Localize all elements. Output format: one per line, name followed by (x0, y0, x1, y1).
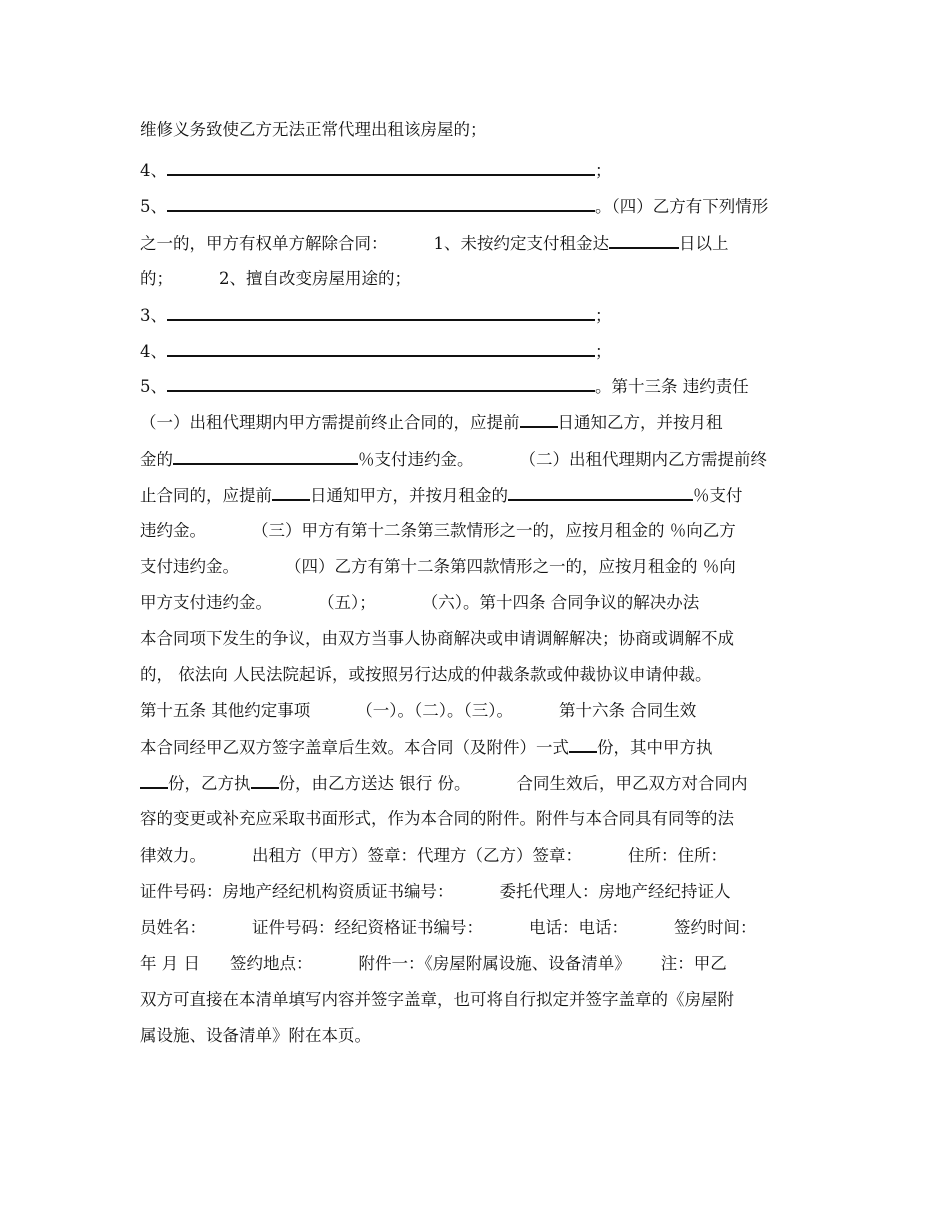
text-line (140, 116, 820, 144)
line-text: 止合同的，应提前 (140, 486, 272, 505)
line-text: （一）。（二）。（三）。 (356, 701, 513, 720)
text-line (140, 265, 820, 293)
line-text: 的， 依法向 人民法院起诉，或按照另行达成的仲裁条款或仲裁协议申请仲裁。 (140, 665, 712, 684)
line-text: 支付违约金。 (140, 557, 239, 576)
fill-in-blank[interactable] (140, 769, 168, 789)
text-line (140, 914, 820, 942)
text-line (140, 878, 820, 906)
fill-in-blank[interactable] (520, 408, 558, 428)
line-text: 2、擅自改变房屋用途的； (219, 269, 411, 288)
line-text: 。第十三条 违约责任 (595, 377, 749, 396)
line-text: ％支付 (693, 486, 743, 505)
line-text: 委托代理人：房地产经纪持证人 (499, 882, 731, 901)
fill-in-blank[interactable] (272, 481, 310, 501)
text-line (140, 445, 820, 473)
line-text: （三）甲方有第十二条第三款情形之一的，应按月租金的 ％向乙方 (252, 521, 736, 540)
line-text: ； (595, 342, 612, 361)
item-number: 5、 (140, 377, 167, 396)
text-line (140, 408, 820, 436)
text-line (140, 950, 820, 978)
line-text: 员姓名： (140, 918, 206, 937)
line-text: 第十六条 合同生效 (559, 701, 697, 720)
text-line (140, 372, 820, 400)
item-number: 4、 (140, 342, 167, 361)
line-text: 年 月 日 (140, 954, 200, 973)
fill-in-blank[interactable] (251, 769, 279, 789)
line-text: 证件号码：经纪资格证书编号： (252, 918, 483, 937)
line-text: 维修义务致使乙方无法正常代理出租该房屋的； (140, 120, 487, 139)
line-text: 附件一：《房屋附属设施、设备清单》 (358, 954, 631, 973)
text-line (140, 986, 820, 1014)
text-line (140, 517, 820, 545)
line-text: 律效力。 (140, 846, 206, 865)
text-line (140, 481, 820, 509)
fill-in-blank[interactable] (609, 229, 679, 249)
line-text: 证件号码：房地产经纪机构资质证书编号： (140, 882, 454, 901)
line-text: 违约金。 (140, 521, 206, 540)
text-line (140, 337, 820, 365)
fill-in-blank[interactable] (167, 156, 595, 176)
text-line (140, 156, 820, 184)
text-line (140, 842, 820, 870)
line-text: 出租方（甲方）签章：代理方（乙方）签章： (252, 846, 582, 865)
text-line (140, 805, 820, 833)
line-text: 签约地点： (230, 954, 313, 973)
line-text: 份，其中甲方执 (597, 738, 713, 757)
fill-in-blank[interactable] (167, 372, 595, 392)
line-text: 日通知甲方，并按月租金的 (310, 486, 508, 505)
line-text: 日以上 (679, 234, 729, 253)
fill-in-blank[interactable] (173, 445, 358, 465)
line-text: 容的变更或补充应采取书面形式，作为本合同的附件。附件与本合同具有同等的法 (140, 809, 734, 828)
line-text: 日通知乙方，并按月租 (557, 413, 723, 432)
line-text: 电话：电话： (529, 918, 628, 937)
line-text: 之一的，甲方有权单方解除合同： (140, 234, 388, 253)
line-text: 甲方支付违约金。 (140, 593, 272, 612)
line-text: 份，乙方执 (168, 774, 251, 793)
line-text: （四）乙方有第十二条第四款情形之一的，应按月租金的 ％向 (285, 557, 736, 576)
text-line (140, 589, 820, 617)
line-text: 的； (140, 269, 173, 288)
line-text: ％支付违约金。 (358, 450, 474, 469)
line-text: （一）出租代理期内甲方需提前终止合同的，应提前 (140, 413, 520, 432)
item-number: 5、 (140, 197, 167, 216)
text-line (140, 733, 820, 761)
line-text: 住所：住所： (628, 846, 727, 865)
text-line (140, 697, 820, 725)
text-line (140, 625, 820, 653)
line-text: 签约时间： (674, 918, 757, 937)
fill-in-blank[interactable] (167, 301, 595, 321)
line-text: 。（四）乙方有下列情形 (595, 197, 769, 216)
item-number: 3、 (140, 306, 167, 325)
line-text: 金的 (140, 450, 173, 469)
fill-in-blank[interactable] (167, 192, 595, 212)
fill-in-blank[interactable] (508, 481, 693, 501)
line-text: 属设施、设备清单》附在本页。 (140, 1026, 371, 1045)
text-line (140, 769, 820, 797)
text-line (140, 1022, 820, 1050)
text-line (140, 192, 820, 220)
line-text: 1、未按约定支付租金达 (433, 234, 609, 253)
line-text: 本合同项下发生的争议，由双方当事人协商解决或申请调解解决；协商或调解不成 (140, 629, 734, 648)
fill-in-blank[interactable] (569, 733, 597, 753)
line-text: 双方可直接在本清单填写内容并签字盖章，也可将自行拟定并签字盖章的《房屋附 (140, 990, 734, 1009)
line-text: 本合同经甲乙双方签字盖章后生效。本合同（及附件）一式 (140, 738, 569, 757)
line-text: ； (595, 161, 612, 180)
line-text: （六）。第十四条 合同争议的解决办法 (421, 593, 700, 612)
line-text: 第十五条 其他约定事项 (140, 701, 311, 720)
text-line (140, 229, 820, 257)
line-text: ； (595, 306, 612, 325)
text-line (140, 553, 820, 581)
item-number: 4、 (140, 161, 167, 180)
line-text: 合同生效后，甲乙双方对合同内 (516, 774, 748, 793)
text-line (140, 661, 820, 689)
line-text: 份，由乙方送达 银行 份。 (278, 774, 471, 793)
line-text: （五）； (318, 593, 376, 612)
line-text: （二）出租代理期内乙方需提前终 (519, 450, 767, 469)
text-line (140, 301, 820, 329)
fill-in-blank[interactable] (167, 337, 595, 357)
line-text: 注：甲乙 (660, 954, 727, 973)
